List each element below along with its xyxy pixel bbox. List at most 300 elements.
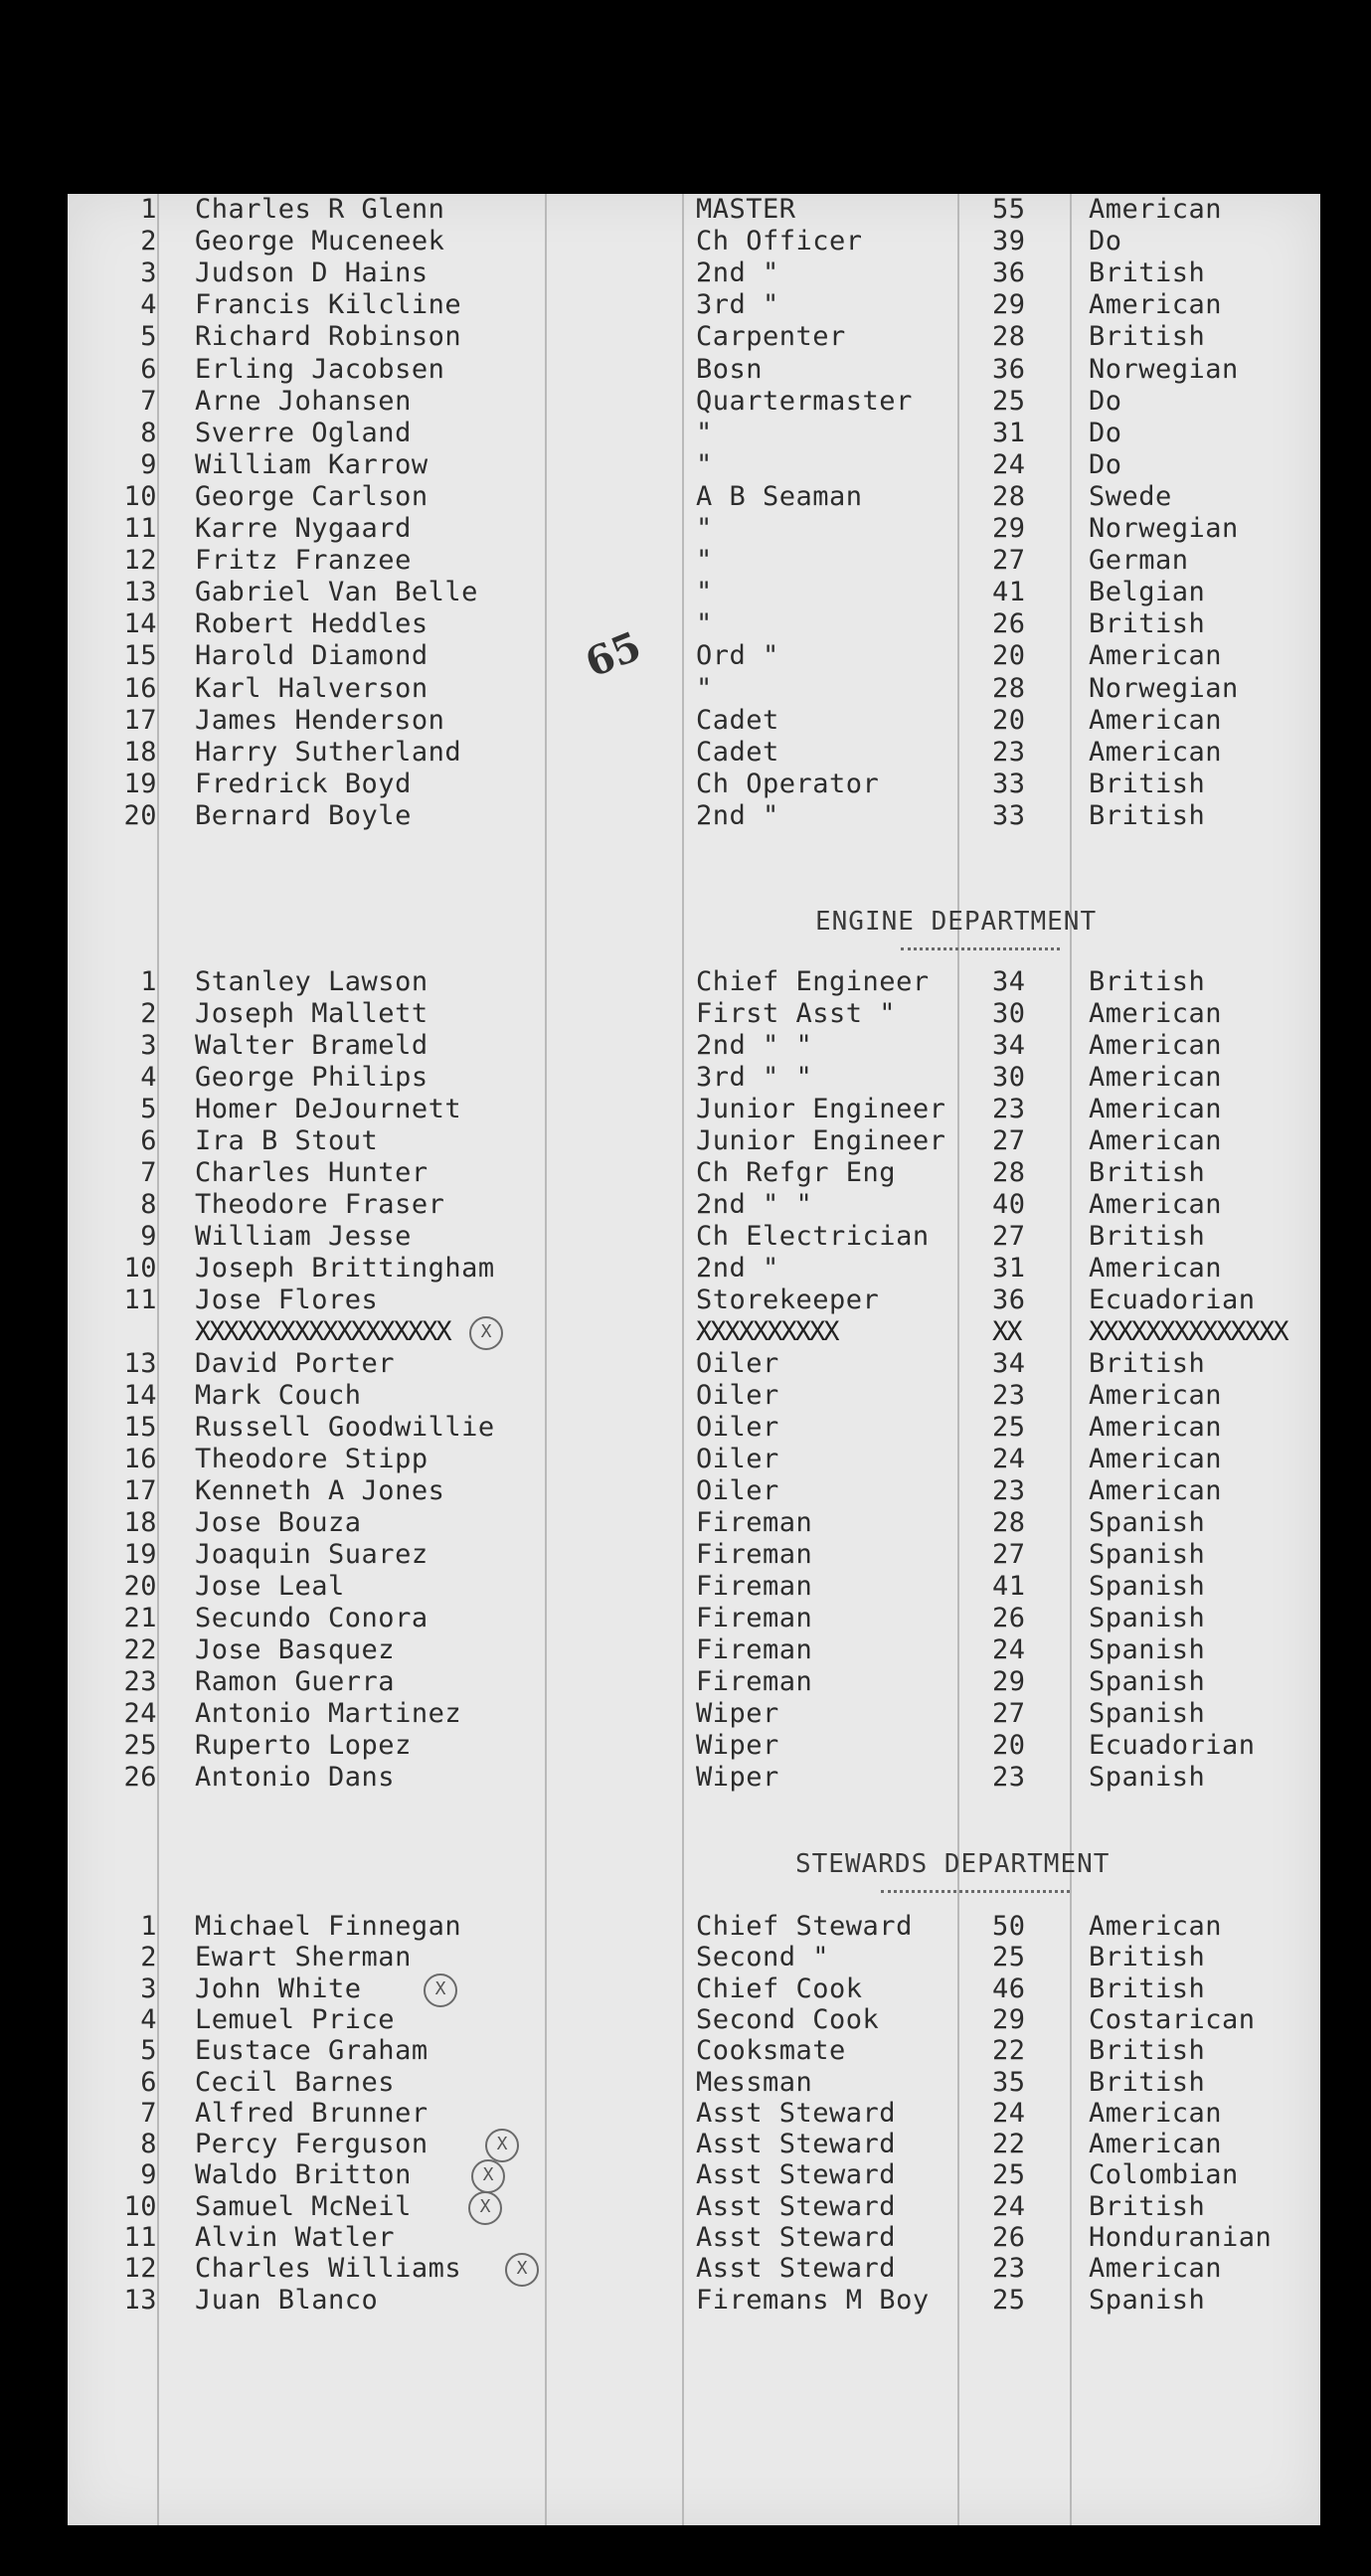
crew-name: William Jesse — [195, 1221, 412, 1252]
crew-rank: Junior Engineer — [696, 1125, 946, 1156]
crew-name: Richard Robinson — [195, 321, 462, 353]
deck-crew-row — [68, 258, 1320, 289]
crew-number: 12 — [123, 2253, 157, 2285]
crew-rank: 3rd " " — [696, 1062, 813, 1093]
crew-rank: Chief Steward — [696, 1911, 913, 1942]
crew-nationality: British — [1089, 321, 1206, 353]
crew-number: 5 — [140, 1094, 157, 1124]
crew-number: 6 — [140, 2066, 157, 2098]
crew-number: 7 — [140, 1157, 157, 1188]
crew-age: 28 — [992, 480, 1026, 512]
crew-name: XXXXXXXXXXXXXXXXXX — [195, 1316, 450, 1347]
crew-nationality: American — [1089, 194, 1223, 225]
crew-age: 20 — [992, 1730, 1026, 1761]
crew-age: 25 — [992, 385, 1026, 417]
crew-age: 23 — [992, 1762, 1026, 1793]
crew-age: 29 — [992, 289, 1026, 321]
crew-rank: Oiler — [696, 1475, 779, 1506]
crew-name: Charles Hunter — [195, 1157, 428, 1188]
crew-number: 4 — [140, 289, 157, 321]
crew-rank: Cadet — [696, 736, 779, 768]
engine-crew-row — [68, 1666, 1320, 1698]
crew-age: 27 — [992, 1125, 1026, 1156]
crew-age: 29 — [992, 1666, 1026, 1697]
crew-rank: Fireman — [696, 1539, 813, 1570]
crew-age: 41 — [992, 1571, 1026, 1602]
crew-nationality: British — [1089, 2066, 1206, 2098]
crew-age: 31 — [992, 417, 1026, 448]
crew-age: 28 — [992, 1157, 1026, 1188]
crew-name: Cecil Barnes — [195, 2066, 396, 2098]
crew-nationality: Swede — [1089, 480, 1172, 512]
crew-name: Harry Sutherland — [195, 736, 462, 768]
crew-rank: Asst Steward — [696, 2129, 897, 2160]
crew-name: John White — [195, 1973, 362, 2004]
folio-number: 65 — [579, 622, 648, 687]
crew-rank: Storekeeper — [696, 1285, 880, 1315]
crew-rank: Fireman — [696, 1571, 813, 1602]
crew-age: 55 — [992, 194, 1026, 225]
crew-name: Waldo Britton — [195, 2159, 412, 2191]
crew-age: 27 — [992, 1539, 1026, 1570]
crew-number: 20 — [123, 799, 157, 831]
crew-name: Ruperto Lopez — [195, 1730, 412, 1761]
crew-age: 28 — [992, 1507, 1026, 1538]
crew-rank: Ch Officer — [696, 226, 863, 258]
crew-nationality: Norwegian — [1089, 353, 1239, 385]
crew-rank: " — [696, 577, 713, 608]
engine-crew-row — [68, 1571, 1320, 1603]
crew-number: 1 — [140, 1911, 157, 1942]
engine-crew-row — [68, 1157, 1320, 1189]
crew-rank: Wiper — [696, 1762, 779, 1793]
crew-name: Harold Diamond — [195, 640, 428, 672]
crew-nationality: American — [1089, 1475, 1223, 1506]
crew-name: Alfred Brunner — [195, 2097, 428, 2129]
deck-crew-row — [68, 577, 1320, 608]
crew-age: 22 — [992, 2035, 1026, 2067]
crew-number: 22 — [123, 1634, 157, 1665]
crew-number: 15 — [123, 1412, 157, 1443]
crew-name: Joseph Brittingham — [195, 1253, 495, 1284]
crew-number: 12 — [123, 545, 157, 577]
crew-age: 41 — [992, 577, 1026, 608]
crew-number: 6 — [140, 1125, 157, 1156]
crew-name: Jose Leal — [195, 1571, 345, 1602]
crew-rank: MASTER — [696, 194, 796, 225]
crew-nationality: American — [1089, 1125, 1223, 1156]
crew-name: Francis Kilcline — [195, 289, 462, 321]
crew-name: Ira B Stout — [195, 1125, 379, 1156]
crew-age: 29 — [992, 2003, 1026, 2035]
stewards-crew-row — [68, 1942, 1320, 1974]
crew-rank: Asst Steward — [696, 2097, 897, 2129]
crew-nationality: Spanish — [1089, 1762, 1206, 1793]
crew-nationality: Do — [1089, 448, 1122, 480]
crew-age: 29 — [992, 513, 1026, 544]
engine-crew-row — [68, 966, 1320, 998]
crew-age: 24 — [992, 1634, 1026, 1665]
crew-name: Karre Nygaard — [195, 513, 412, 544]
crew-number: 16 — [123, 1444, 157, 1474]
crew-nationality: British — [1089, 1157, 1206, 1188]
crew-nationality: British — [1089, 2190, 1206, 2222]
crew-nationality: Do — [1089, 417, 1122, 448]
crew-name: Karl Halverson — [195, 672, 428, 704]
crew-number: 3 — [140, 1030, 157, 1061]
crew-number: 4 — [140, 2003, 157, 2035]
deck-crew-row — [68, 481, 1320, 513]
crew-number: 5 — [140, 2035, 157, 2067]
crew-name: George Carlson — [195, 480, 428, 512]
stewards-crew-row — [68, 2159, 1320, 2191]
crew-rank: 2nd " " — [696, 1030, 813, 1061]
crew-rank: Fireman — [696, 1634, 813, 1665]
handwritten-circle-mark: X — [471, 2159, 505, 2193]
crew-number: 13 — [123, 577, 157, 608]
stewards-crew-row — [68, 2067, 1320, 2099]
crew-nationality: German — [1089, 545, 1189, 577]
crew-nationality: American — [1089, 1444, 1223, 1474]
crew-name: Bernard Boyle — [195, 799, 412, 831]
deck-crew-row — [68, 321, 1320, 353]
crew-name: Ewart Sherman — [195, 1942, 412, 1974]
crew-name: Antonio Martinez — [195, 1698, 462, 1729]
crew-nationality: Ecuadorian — [1089, 1730, 1256, 1761]
crew-number: 19 — [123, 1539, 157, 1570]
crew-nationality: Spanish — [1089, 1539, 1206, 1570]
crew-name: Judson D Hains — [195, 258, 428, 289]
engine-crew-row — [68, 1380, 1320, 1412]
crew-age: 35 — [992, 2066, 1026, 2098]
stewards-crew-row — [68, 2222, 1320, 2254]
crew-nationality: British — [1089, 1348, 1206, 1379]
crew-nationality: American — [1089, 1030, 1223, 1061]
crew-name: Kenneth A Jones — [195, 1475, 445, 1506]
crew-name: Secundo Conora — [195, 1603, 428, 1633]
crew-rank: Chief Cook — [696, 1973, 863, 2004]
crew-rank: " — [696, 417, 713, 448]
crew-nationality: American — [1089, 2097, 1223, 2129]
crew-number: 11 — [123, 513, 157, 544]
deck-crew-row — [68, 640, 1320, 672]
engine-department-heading: ENGINE DEPARTMENT — [815, 907, 1098, 937]
crew-name: Michael Finnegan — [195, 1911, 462, 1942]
engine-heading-underline — [901, 947, 1060, 956]
crew-name: George Muceneek — [195, 226, 445, 258]
crew-nationality: American — [1089, 1062, 1223, 1093]
crew-number: 17 — [123, 1475, 157, 1506]
crew-nationality: Spanish — [1089, 1634, 1206, 1665]
crew-name: Alvin Watler — [195, 2222, 396, 2253]
crew-age: 26 — [992, 2222, 1026, 2253]
stewards-crew-row — [68, 1974, 1320, 2005]
crew-rank: Cadet — [696, 704, 779, 736]
engine-crew-row — [68, 1634, 1320, 1666]
crew-rank: " — [696, 672, 713, 704]
handwritten-circle-mark: X — [424, 1974, 457, 2007]
crew-nationality: American — [1089, 640, 1223, 672]
crew-number: 14 — [123, 608, 157, 640]
crew-age: 22 — [992, 2129, 1026, 2160]
crew-age: 23 — [992, 1380, 1026, 1411]
engine-crew-row — [68, 1221, 1320, 1253]
handwritten-circle-mark: X — [485, 2129, 519, 2162]
engine-crew-row — [68, 1507, 1320, 1539]
crew-name: Charles Williams — [195, 2253, 462, 2285]
crew-rank: Asst Steward — [696, 2190, 897, 2222]
crew-age: 40 — [992, 1189, 1026, 1220]
stewards-crew-row — [68, 2191, 1320, 2223]
crew-age: 28 — [992, 321, 1026, 353]
crew-rank: Second " — [696, 1942, 830, 1974]
crew-rank: Oiler — [696, 1380, 779, 1411]
engine-crew-row — [68, 1094, 1320, 1125]
crew-number: 9 — [140, 1221, 157, 1252]
deck-crew-row — [68, 386, 1320, 418]
crew-number: 16 — [123, 672, 157, 704]
engine-crew-row — [68, 1412, 1320, 1444]
deck-crew-row — [68, 449, 1320, 481]
crew-nationality: American — [1089, 1412, 1223, 1443]
crew-rank: Asst Steward — [696, 2159, 897, 2191]
stewards-department-heading: STEWARDS DEPARTMENT — [795, 1849, 1111, 1879]
crew-rank: Cooksmate — [696, 2035, 846, 2067]
crew-name: Juan Blanco — [195, 2284, 379, 2316]
manifest-page — [68, 194, 1320, 2525]
crew-name: Walter Brameld — [195, 1030, 428, 1061]
engine-crew-row — [68, 1062, 1320, 1094]
crew-age: 23 — [992, 2253, 1026, 2285]
engine-crew-row — [68, 1762, 1320, 1794]
crew-age: 24 — [992, 2190, 1026, 2222]
crew-nationality: British — [1089, 1221, 1206, 1252]
stewards-crew-row — [68, 2004, 1320, 2036]
crew-rank: XXXXXXXXXX — [696, 1316, 838, 1347]
stewards-crew-row — [68, 2253, 1320, 2285]
crew-age: 20 — [992, 704, 1026, 736]
crew-number: 11 — [123, 2222, 157, 2253]
crew-name: Joaquin Suarez — [195, 1539, 428, 1570]
crew-name: Fritz Franzee — [195, 545, 412, 577]
crew-nationality: British — [1089, 258, 1206, 289]
crew-age: 24 — [992, 448, 1026, 480]
crew-name: Jose Basquez — [195, 1634, 396, 1665]
crew-age: 50 — [992, 1911, 1026, 1942]
crew-number: 25 — [123, 1730, 157, 1761]
crew-nationality: Do — [1089, 385, 1122, 417]
crew-number: 6 — [140, 353, 157, 385]
crew-number: 7 — [140, 385, 157, 417]
crew-rank: First Asst " — [696, 998, 897, 1029]
crew-nationality: British — [1089, 799, 1206, 831]
crew-number: 13 — [123, 1348, 157, 1379]
deck-crew-row — [68, 545, 1320, 577]
crew-age: 33 — [992, 768, 1026, 799]
crew-rank: 3rd " — [696, 289, 779, 321]
crew-age: XX — [992, 1316, 1021, 1347]
crew-nationality: American — [1089, 1380, 1223, 1411]
engine-crew-row — [68, 1348, 1320, 1380]
engine-crew-row — [68, 1603, 1320, 1634]
crew-age: 24 — [992, 1444, 1026, 1474]
crew-number: 26 — [123, 1762, 157, 1793]
crew-number: 8 — [140, 417, 157, 448]
crew-number: 4 — [140, 1062, 157, 1093]
crew-age: 46 — [992, 1973, 1026, 2004]
crew-rank: Second Cook — [696, 2003, 880, 2035]
crew-rank: 2nd " " — [696, 1189, 813, 1220]
crew-number: 2 — [140, 226, 157, 258]
crew-rank: Asst Steward — [696, 2253, 897, 2285]
crew-name: David Porter — [195, 1348, 396, 1379]
crew-nationality: American — [1089, 289, 1223, 321]
crew-age: 24 — [992, 2097, 1026, 2129]
crew-rank: Carpenter — [696, 321, 846, 353]
crew-number: 2 — [140, 1942, 157, 1974]
deck-crew-row — [68, 289, 1320, 321]
crew-nationality: Spanish — [1089, 1507, 1206, 1538]
crew-rank: Oiler — [696, 1412, 779, 1443]
crew-age: 26 — [992, 1603, 1026, 1633]
engine-crew-row — [68, 1125, 1320, 1157]
deck-crew-row — [68, 608, 1320, 640]
crew-rank: 2nd " — [696, 1253, 779, 1284]
crew-age: 28 — [992, 672, 1026, 704]
crew-nationality: Norwegian — [1089, 672, 1239, 704]
crew-nationality: Spanish — [1089, 1698, 1206, 1729]
engine-crew-row — [68, 998, 1320, 1030]
crew-number: 1 — [140, 194, 157, 225]
stewards-crew-row — [68, 2035, 1320, 2067]
crew-name: Eustace Graham — [195, 2035, 428, 2067]
crew-number: 8 — [140, 1189, 157, 1220]
crew-rank: Ch Refgr Eng — [696, 1157, 897, 1188]
engine-crew-row — [68, 1730, 1320, 1762]
crew-age: 27 — [992, 545, 1026, 577]
crew-nationality: Honduranian — [1089, 2222, 1273, 2253]
crew-nationality: British — [1089, 1973, 1206, 2004]
crew-number: 5 — [140, 321, 157, 353]
crew-age: 25 — [992, 1942, 1026, 1974]
crew-rank: Fireman — [696, 1507, 813, 1538]
deck-crew-row — [68, 705, 1320, 737]
crew-rank: Wiper — [696, 1730, 779, 1761]
crew-number: 20 — [123, 1571, 157, 1602]
crew-nationality: Do — [1089, 226, 1122, 258]
crew-rank: Firemans M Boy — [696, 2284, 930, 2316]
crew-name: Jose Bouza — [195, 1507, 362, 1538]
crew-nationality: Spanish — [1089, 1603, 1206, 1633]
deck-crew-row — [68, 226, 1320, 258]
crew-name: Jose Flores — [195, 1285, 379, 1315]
engine-crew-row — [68, 1539, 1320, 1571]
handwritten-circle-mark: X — [468, 2191, 502, 2225]
crew-number: 21 — [123, 1603, 157, 1633]
deck-crew-row — [68, 354, 1320, 386]
crew-nationality: XXXXXXXXXXXXXX — [1089, 1316, 1287, 1347]
crew-name: William Karrow — [195, 448, 428, 480]
crew-nationality: Ecuadorian — [1089, 1285, 1256, 1315]
stewards-crew-row — [68, 2285, 1320, 2317]
crew-nationality: British — [1089, 608, 1206, 640]
crew-nationality: American — [1089, 1253, 1223, 1284]
crew-rank: Ord " — [696, 640, 779, 672]
crew-number: 15 — [123, 640, 157, 672]
deck-crew-row — [68, 194, 1320, 226]
crew-nationality: Colombian — [1089, 2159, 1239, 2191]
crew-rank: Bosn — [696, 353, 764, 385]
crew-rank: Junior Engineer — [696, 1094, 946, 1124]
crew-name: Antonio Dans — [195, 1762, 396, 1793]
crew-nationality: Spanish — [1089, 1571, 1206, 1602]
crew-nationality: American — [1089, 1189, 1223, 1220]
crew-rank: Fireman — [696, 1603, 813, 1633]
crew-name: Theodore Fraser — [195, 1189, 445, 1220]
crew-rank: " — [696, 513, 713, 544]
crew-nationality: British — [1089, 1942, 1206, 1974]
deck-crew-row — [68, 800, 1320, 832]
crew-rank: 2nd " — [696, 258, 779, 289]
crew-number: 3 — [140, 1973, 157, 2004]
crew-age: 23 — [992, 1475, 1026, 1506]
engine-crew-row — [68, 1475, 1320, 1507]
handwritten-circle-mark: X — [469, 1316, 503, 1350]
crew-age: 27 — [992, 1698, 1026, 1729]
crew-number: 23 — [123, 1666, 157, 1697]
crew-name: George Philips — [195, 1062, 428, 1093]
crew-nationality: American — [1089, 1094, 1223, 1124]
crew-rank: " — [696, 448, 713, 480]
crew-number: 11 — [123, 1285, 157, 1315]
crew-rank: Oiler — [696, 1444, 779, 1474]
crew-name: Robert Heddles — [195, 608, 428, 640]
engine-crew-row — [68, 1698, 1320, 1730]
crew-name: Percy Ferguson — [195, 2129, 428, 2160]
crew-name: Samuel McNeil — [195, 2190, 412, 2222]
crew-nationality: British — [1089, 966, 1206, 997]
engine-crew-row — [68, 1189, 1320, 1221]
crew-name: James Henderson — [195, 704, 445, 736]
crew-nationality: British — [1089, 2035, 1206, 2067]
crew-rank: Chief Engineer — [696, 966, 930, 997]
crew-age: 26 — [992, 608, 1026, 640]
crew-number: 7 — [140, 2097, 157, 2129]
crew-rank: Fireman — [696, 1666, 813, 1697]
engine-crew-row — [68, 1253, 1320, 1285]
deck-crew-row — [68, 418, 1320, 449]
crew-name: Ramon Guerra — [195, 1666, 396, 1697]
crew-age: 34 — [992, 1030, 1026, 1061]
crew-age: 31 — [992, 1253, 1026, 1284]
crew-age: 36 — [992, 258, 1026, 289]
stewards-crew-row — [68, 2129, 1320, 2160]
crew-nationality: American — [1089, 1911, 1223, 1942]
crew-rank: Asst Steward — [696, 2222, 897, 2253]
crew-age: 34 — [992, 1348, 1026, 1379]
crew-number: 10 — [123, 1253, 157, 1284]
crew-nationality: Spanish — [1089, 2284, 1206, 2316]
crew-age: 20 — [992, 640, 1026, 672]
crew-rank: Ch Electrician — [696, 1221, 930, 1252]
crew-name: Erling Jacobsen — [195, 353, 445, 385]
crew-number: 14 — [123, 1380, 157, 1411]
stewards-crew-row — [68, 2098, 1320, 2130]
crew-number: 18 — [123, 1507, 157, 1538]
crew-number: 13 — [123, 2284, 157, 2316]
crew-rank: " — [696, 545, 713, 577]
deck-crew-row — [68, 513, 1320, 545]
